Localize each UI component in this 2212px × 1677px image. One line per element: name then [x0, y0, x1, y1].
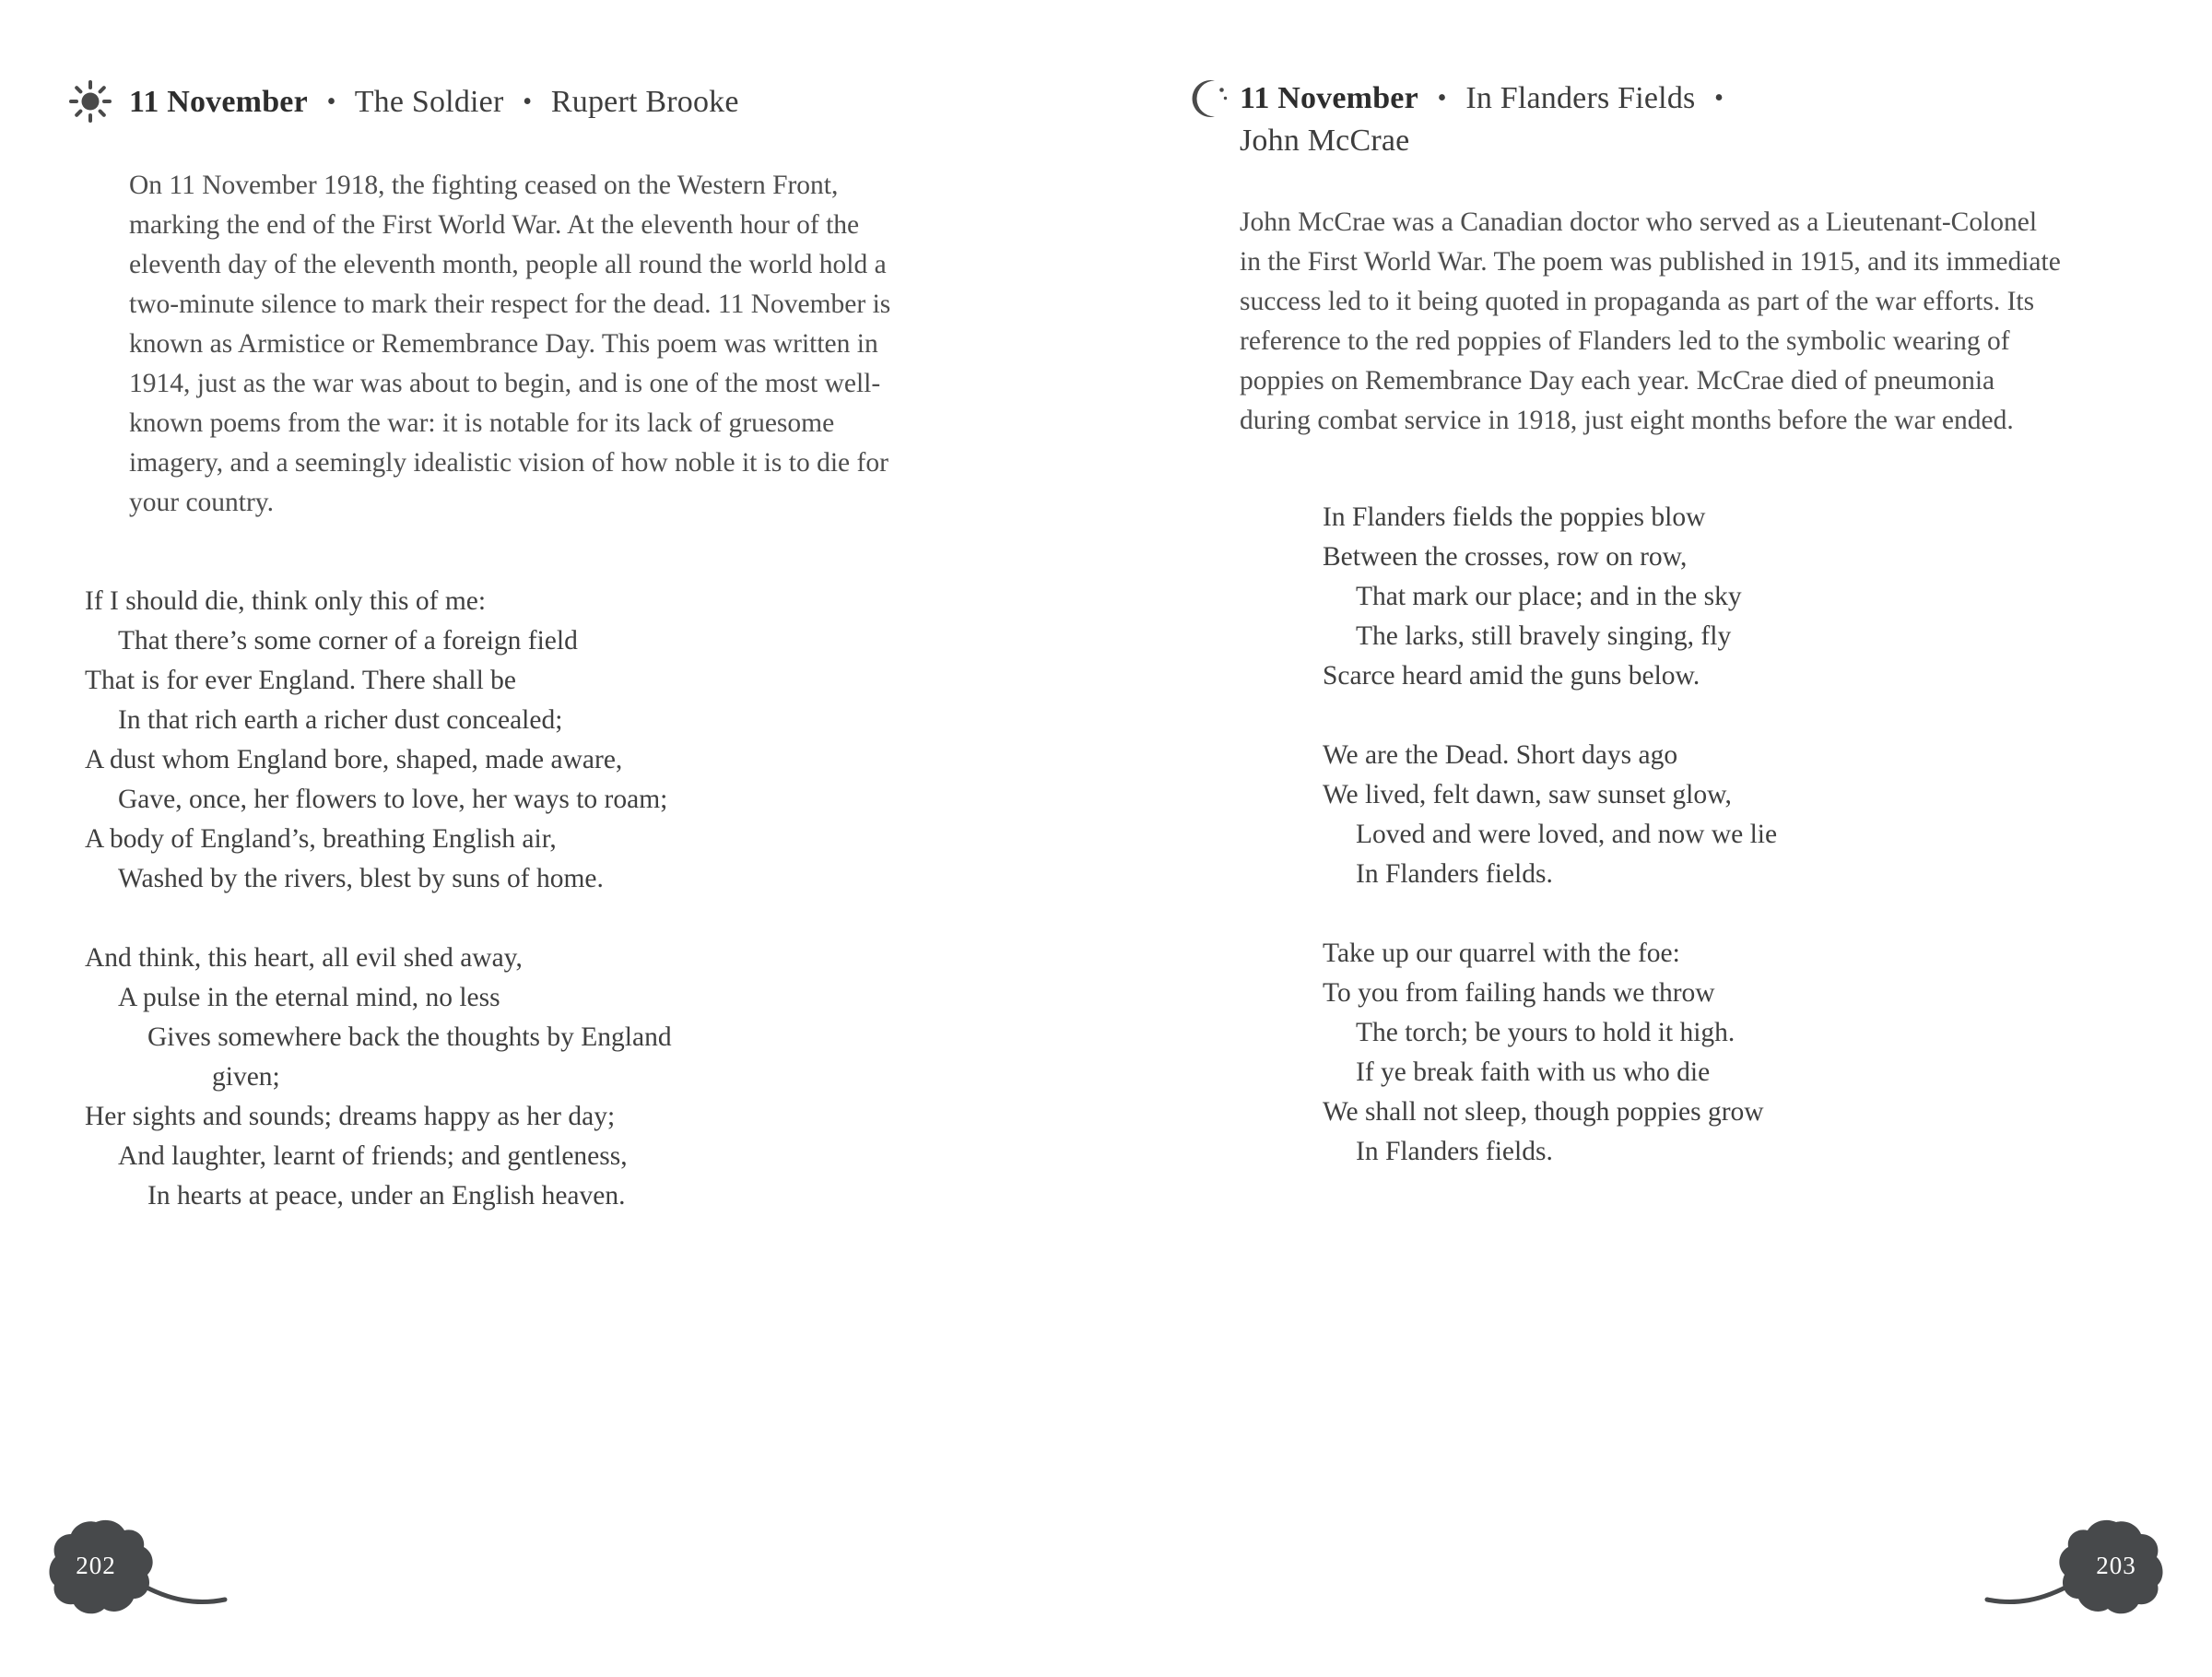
right-page-header	[1240, 77, 2143, 162]
poem-line: Gave, once, her flowers to love, her ways to roam;	[118, 785, 668, 814]
left-page-title	[129, 81, 986, 124]
poem-line: In that rich earth a richer dust concealed;	[118, 705, 563, 735]
left-page-header	[129, 81, 986, 124]
poem-line: In Flanders fields.	[1356, 1137, 1553, 1166]
poem-line: The larks, still bravely singing, fly	[1356, 621, 1732, 651]
right-page	[1240, 77, 2143, 1172]
separator-dot: •	[1437, 84, 1447, 112]
poem-line: Take up our quarrel with the foe:	[1323, 939, 1680, 968]
intro-paragraph: John McCrae was a Canadian doctor who served as a Lieutenant-Colonel in the First World War. The poem was published in 1915, and its immediate success led to it being quoted in propaganda as part of the war efforts. Its reference to the red poppies of Flanders led to the symbolic wearing of poppies on Remembrance Day each year. McCrae died of pneumonia during combat service in 1918, just eight months before the war ended.	[1240, 207, 2061, 435]
page-number: 202	[76, 1552, 116, 1579]
poem-line: Between the crosses, row on row,	[1323, 542, 1688, 572]
poem-stanza	[85, 582, 986, 899]
header-date: 11 November	[1240, 81, 1418, 115]
poem-line: And laughter, learnt of friends; and gentleness,	[118, 1141, 628, 1171]
poem-line: A body of England’s, breathing English air,	[85, 824, 557, 854]
poem-line: That is for ever England. There shall be	[85, 666, 517, 695]
poem-line: That mark our place; and in the sky	[1356, 582, 1742, 611]
page-number: 203	[2096, 1552, 2136, 1579]
poem-author: John McCrae	[1240, 124, 1410, 158]
poem-line: The torch; be yours to hold it high.	[1356, 1018, 1735, 1047]
poem-line: And think, this heart, all evil shed away,	[85, 943, 523, 973]
poem-line: A dust whom England bore, shaped, made aware,	[85, 745, 623, 774]
poem-line: given;	[212, 1062, 280, 1092]
poem-line: If ye break faith with us who die	[1356, 1057, 1711, 1087]
separator-dot: •	[326, 88, 336, 116]
poem-line: Her sights and sounds; dreams happy as her day;	[85, 1102, 616, 1131]
page-number-badge-right	[1982, 1517, 2166, 1620]
right-page-title	[1240, 77, 2143, 162]
intro-paragraph: On 11 November 1918, the fighting ceased on the Western Front, marking the end of the First World War. At the eleventh hour of the eleventh day of the eleventh month, people all round the world hold a two-minute silence to mark their respect for the dead. 11 November is known as Armistice or Remembrance Day. This poem was written in 1914, just as the war was about to begin, and is one of the most well-known poems from the war: it is notable for its lack of gruesome imagery, and a seemingly idealistic vision of how noble it is to die for your country.	[129, 171, 891, 517]
poem-line: We shall not sleep, though poppies grow	[1323, 1097, 1764, 1127]
poem-title: In Flanders Fields	[1465, 81, 1696, 115]
poem-stanza	[1323, 736, 2143, 894]
poem-line: In Flanders fields.	[1356, 859, 1553, 889]
poem-line: In hearts at peace, under an English heaven.	[147, 1181, 626, 1211]
left-page	[85, 81, 986, 1216]
poem-line: That there’s some corner of a foreign field	[118, 626, 578, 655]
poem-line: Loved and were loved, and now we lie	[1356, 820, 1778, 849]
poem-stanza	[1323, 934, 2143, 1172]
poem-text	[1323, 498, 2143, 1172]
poem-line: A pulse in the eternal mind, no less	[118, 983, 500, 1012]
poem-stanza	[1323, 498, 2143, 696]
poem-text	[85, 582, 986, 1216]
poem-line: In Flanders fields the poppies blow	[1323, 502, 1706, 532]
poem-line: Gives somewhere back the thoughts by England	[147, 1022, 672, 1052]
poem-line: We lived, felt dawn, saw sunset glow,	[1323, 780, 1732, 809]
poem-stanza	[85, 939, 986, 1216]
poem-author: Rupert Brooke	[550, 85, 739, 119]
separator-dot: •	[1714, 84, 1724, 112]
page-number-badge-left	[46, 1517, 230, 1620]
poem-line: Scarce heard amid the guns below.	[1323, 661, 1700, 691]
poem-line: Washed by the rivers, blest by suns of home.	[118, 864, 604, 893]
poem-line: We are the Dead. Short days ago	[1323, 740, 1678, 770]
sun-icon	[68, 79, 114, 125]
poem-title: The Soldier	[354, 85, 504, 119]
poem-line: If I should die, think only this of me:	[85, 586, 487, 616]
moon-icon	[1187, 77, 1233, 123]
separator-dot: •	[523, 88, 533, 116]
poem-line: To you from failing hands we throw	[1323, 978, 1715, 1008]
header-date: 11 November	[129, 85, 308, 119]
